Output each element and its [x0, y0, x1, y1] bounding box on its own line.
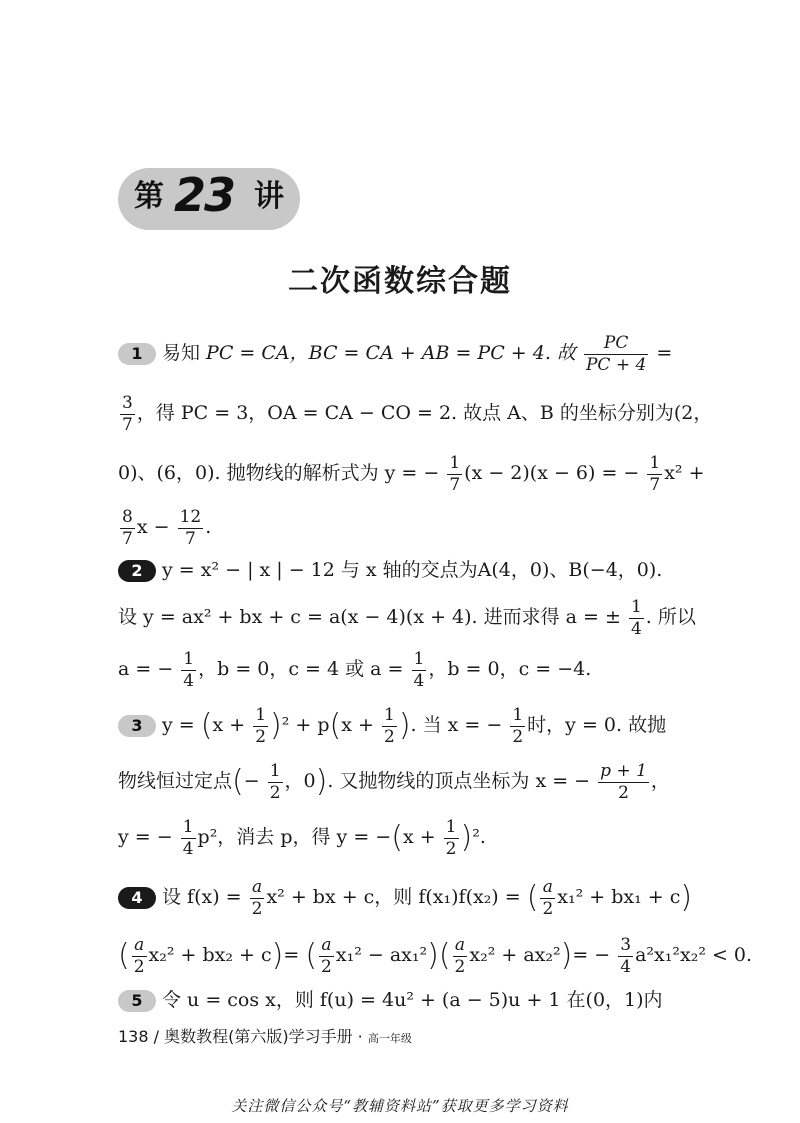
fraction	[412, 650, 427, 690]
fraction	[382, 706, 397, 746]
frac-num: 1	[383, 705, 395, 725]
p3-l1b: x +	[212, 714, 246, 737]
p1-l3c: x² +	[664, 462, 705, 485]
frac-den: 2	[251, 898, 263, 919]
frac-den: 7	[184, 528, 196, 549]
frac-den: 2	[321, 956, 332, 977]
p3-l3d: ².	[472, 826, 486, 849]
fraction	[510, 706, 525, 746]
fraction	[453, 936, 468, 976]
left-paren: (	[232, 764, 244, 800]
frac-num: 3	[620, 935, 632, 955]
grade-label: 高一年级	[367, 1032, 412, 1045]
p5-l1: 令 u = cos x，则 f(u) = 4u² + (a − 5)u + 1 在(0，1)内	[162, 989, 663, 1011]
right-paren: )	[427, 938, 439, 974]
p5-line-1	[118, 990, 663, 1012]
fraction	[647, 454, 662, 494]
fraction	[250, 878, 265, 918]
frac-den: 2	[618, 782, 629, 803]
frac-den: 2	[269, 782, 281, 803]
fraction	[629, 598, 644, 638]
frac-num: a	[250, 878, 265, 899]
right-paren: )	[680, 880, 693, 916]
frac-num: 1	[255, 705, 267, 725]
fraction	[540, 878, 555, 918]
frac-den: 7	[122, 528, 133, 549]
frac-den: 7	[449, 474, 461, 495]
page-title: 二次函数综合题	[288, 264, 512, 299]
left-paren: (	[118, 938, 130, 974]
frac-num: 1	[449, 453, 461, 473]
fraction	[598, 762, 649, 802]
p2-l3b: ，b = 0，c = 4 或 a =	[198, 658, 404, 681]
frac-num: a	[319, 936, 334, 957]
frac-den: 2	[454, 956, 466, 977]
p3-l3a: y = −	[118, 826, 173, 849]
p3-line-1	[118, 706, 666, 746]
frac-num: 1	[413, 649, 425, 669]
problem-number-4: 4	[118, 887, 156, 909]
p1-line-3	[118, 454, 705, 494]
fraction	[181, 650, 196, 690]
frac-num: 1	[649, 453, 661, 473]
fraction	[268, 762, 283, 802]
p3-line-3	[118, 818, 486, 858]
p3-l2d: . 又抛物线的顶点坐标为 x = −	[327, 770, 591, 793]
p4-l1b: x² + bx + c，则 f(x₁)f(x₂) =	[266, 886, 521, 909]
p1-l4a: x −	[136, 516, 170, 539]
p1-line-2	[118, 394, 712, 434]
p2-l2a: 设 y = ax² + bx + c = a(x − 4)(x + 4). 进而求得 a = ±	[118, 606, 621, 629]
p3-l2b: −	[243, 770, 260, 793]
p3-l1f: 时，y = 0. 故抛	[527, 714, 667, 737]
p2-line-2	[118, 598, 696, 638]
left-paren: (	[200, 708, 213, 744]
frac-num: 1	[183, 649, 195, 669]
lecture-suffix: 讲	[254, 179, 284, 214]
frac-num: 3	[122, 393, 133, 413]
p4-l1c: x₁² + bx₁ + c	[557, 886, 681, 909]
fraction	[178, 508, 204, 548]
p2-l2b: . 所以	[645, 606, 696, 629]
frac-num: p + 1	[600, 761, 647, 781]
page-number: 138 /	[118, 1027, 160, 1046]
fraction	[618, 936, 633, 976]
p2-line-1	[118, 560, 662, 582]
p1-frac-num: PC	[584, 334, 648, 355]
watermark-text: 关注微信公众号“教辅资料站”获取更多学习资料	[231, 1097, 569, 1115]
frac-den: 2	[542, 898, 554, 919]
p4-l2f: a²x₁²x₂² < 0.	[635, 944, 753, 967]
right-paren: )	[270, 708, 282, 744]
p3-l3b: p²，消去 p，得 y = −	[197, 826, 392, 849]
frac-den: 2	[383, 726, 395, 747]
frac-den: 7	[122, 414, 133, 435]
frac-num: 1	[630, 597, 642, 617]
p2-line-3	[118, 650, 591, 690]
left-paren: (	[305, 938, 318, 974]
lecture-badge	[118, 168, 300, 230]
problem-number-3: 3	[118, 715, 156, 737]
left-paren: (	[526, 880, 539, 916]
right-paren: )	[398, 708, 411, 744]
frac-den: 2	[445, 838, 457, 859]
p1-l4b: .	[205, 516, 212, 539]
p3-l1c: ² + p	[281, 714, 330, 737]
p2-l1: y = x² − | x | − 12 与 x 轴的交点为A(4，0)、B(−4，0).	[162, 559, 663, 581]
p3-line-2	[118, 762, 670, 802]
book-title: 奥数教程(第六版)学习手册 ·	[164, 1027, 363, 1046]
frac-den: 4	[182, 838, 194, 859]
p3-l1a: y =	[162, 714, 195, 737]
frac-den: 2	[255, 726, 267, 747]
p4-l2d: x₂² + ax₂²	[469, 944, 561, 967]
p1-l3b: (x − 2)(x − 6) = −	[464, 462, 640, 485]
p1-l1a: 易知	[162, 342, 207, 365]
frac-den: 2	[512, 726, 524, 747]
problem-number-1: 1	[118, 343, 156, 365]
p1-l3a: 0)、(6，0). 抛物线的解析式为 y = −	[118, 462, 440, 485]
lecture-prefix: 第	[134, 179, 164, 214]
p3-l2e: ，	[650, 770, 670, 793]
problem-number-2: 2	[118, 560, 156, 582]
p3-l2a: 物线恒过定点	[118, 770, 233, 793]
right-paren: )	[560, 938, 573, 974]
fraction	[444, 818, 459, 858]
lecture-number: 23	[174, 168, 235, 222]
frac-den: 4	[413, 670, 425, 691]
problem-number-5: 5	[118, 990, 156, 1012]
fraction	[253, 706, 268, 746]
fraction	[181, 818, 196, 858]
frac-den: 4	[620, 956, 632, 977]
p3-l3c: x +	[402, 826, 436, 849]
p4-l1a: 设 f(x) =	[162, 886, 242, 909]
p1-l1b: PC = CA，BC = CA + AB = PC + 4. 故	[206, 342, 576, 365]
fraction	[319, 936, 334, 976]
p1-fraction-3-7	[120, 394, 135, 434]
frac-num: 8	[122, 507, 133, 527]
fraction	[132, 936, 147, 976]
frac-num: 12	[179, 507, 202, 527]
right-paren: )	[315, 764, 328, 800]
p4-line-2	[118, 936, 752, 976]
frac-num: 1	[445, 817, 457, 837]
p3-l1e: . 当 x = −	[410, 714, 503, 737]
frac-num: a	[453, 936, 468, 957]
p2-l3a: a = −	[118, 658, 174, 681]
frac-den: 2	[133, 956, 145, 977]
p1-l1c: =	[656, 342, 673, 365]
p3-l1d: x +	[341, 714, 374, 737]
frac-num: a	[540, 878, 555, 899]
fraction	[447, 454, 462, 494]
frac-den: 4	[183, 670, 195, 691]
p1-line-4	[118, 508, 211, 548]
left-paren: (	[329, 708, 342, 744]
page-footer	[118, 1024, 412, 1047]
p2-l3c: ，b = 0，c = −4.	[428, 658, 592, 681]
p1-line-1	[118, 334, 672, 374]
p1-l2a: ，得 PC = 3，OA = CA − CO = 2. 故点 A、B 的坐标分别为(2，	[136, 402, 713, 425]
fraction	[120, 508, 135, 548]
p4-l2e: = −	[572, 944, 611, 967]
p1-frac-den: PC + 4	[585, 354, 647, 375]
frac-num: a	[132, 936, 147, 957]
p4-line-1	[118, 878, 692, 918]
left-paren: (	[391, 820, 403, 856]
frac-num: 1	[269, 761, 281, 781]
p4-l2b: =	[283, 944, 300, 967]
p4-l2c: x₁² − ax₁²	[335, 944, 428, 967]
p4-l2a: x₂² + bx₂ + c	[148, 944, 272, 967]
frac-den: 4	[630, 618, 642, 639]
right-paren: )	[271, 938, 284, 974]
frac-num: 1	[182, 817, 194, 837]
frac-num: 1	[512, 705, 524, 725]
right-paren: )	[460, 820, 473, 856]
p3-l2c: ，0	[284, 770, 316, 793]
frac-den: 7	[649, 474, 661, 495]
p1-fraction-pc	[584, 334, 648, 374]
left-paren: (	[438, 938, 451, 974]
